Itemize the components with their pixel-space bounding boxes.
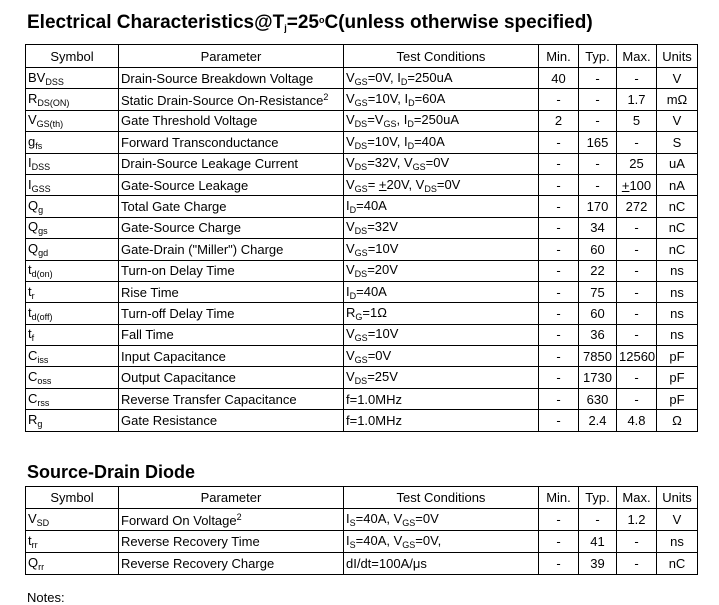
cell-parameter: Fall Time bbox=[119, 324, 344, 345]
table-row bbox=[26, 346, 698, 367]
header-symbol: Symbol bbox=[26, 45, 119, 68]
header-parameter: Parameter bbox=[119, 45, 344, 68]
table-row bbox=[26, 281, 698, 302]
cell-symbol: $C_{oss}$ bbox=[26, 367, 119, 388]
cell-max: 1.2 bbox=[617, 509, 657, 531]
header-units: Units bbox=[657, 487, 698, 509]
table-row bbox=[26, 68, 698, 89]
cell-symbol: $t_{d(off)}$ bbox=[26, 303, 119, 324]
cell-typ: 60 bbox=[579, 239, 617, 260]
source-drain-diode-table bbox=[25, 486, 698, 575]
cell-symbol: $Q_{gs}$ bbox=[26, 217, 119, 238]
cell-symbol: $R_g$ bbox=[26, 410, 119, 431]
cell-min: - bbox=[539, 303, 579, 324]
table-row bbox=[26, 89, 698, 110]
cell-max: - bbox=[617, 239, 657, 260]
cell-typ: 36 bbox=[579, 324, 617, 345]
cell-test-conditions: $I_S=40A$, $V_{GS}=0V$, bbox=[344, 531, 539, 553]
cell-max: - bbox=[617, 388, 657, 409]
cell-typ: 1730 bbox=[579, 367, 617, 388]
cell-max: - bbox=[617, 531, 657, 553]
cell-parameter: Static Drain-Source On-Resistance$^2$ bbox=[119, 89, 344, 110]
cell-parameter: Reverse Recovery Time bbox=[119, 531, 344, 553]
cell-min: - bbox=[539, 410, 579, 431]
cell-symbol: $C_{iss}$ bbox=[26, 346, 119, 367]
cell-symbol: $Q_{rr}$ bbox=[26, 553, 119, 575]
cell-test-conditions: $V_{DS}=20V$ bbox=[344, 260, 539, 281]
cell-units: nC bbox=[657, 196, 698, 217]
cell-typ: 7850 bbox=[579, 346, 617, 367]
cell-min: - bbox=[539, 509, 579, 531]
cell-test-conditions: $V_{GS}=10V$ bbox=[344, 324, 539, 345]
cell-units: nC bbox=[657, 217, 698, 238]
table-row bbox=[26, 239, 698, 260]
cell-parameter: Gate-Source Leakage bbox=[119, 174, 344, 195]
cell-symbol: $Q_g$ bbox=[26, 196, 119, 217]
cell-units: ns bbox=[657, 303, 698, 324]
cell-units: pF bbox=[657, 388, 698, 409]
cell-symbol: $I_{DSS}$ bbox=[26, 153, 119, 174]
cell-symbol: $t_{rr}$ bbox=[26, 531, 119, 553]
cell-min: - bbox=[539, 217, 579, 238]
notes-heading: Notes: bbox=[27, 590, 65, 605]
cell-units: ns bbox=[657, 531, 698, 553]
header-symbol: Symbol bbox=[26, 487, 119, 509]
cell-parameter: Turn-off Delay Time bbox=[119, 303, 344, 324]
cell-max: 272 bbox=[617, 196, 657, 217]
cell-symbol: $Q_{gd}$ bbox=[26, 239, 119, 260]
cell-parameter: Input Capacitance bbox=[119, 346, 344, 367]
header-parameter: Parameter bbox=[119, 487, 344, 509]
cell-typ: - bbox=[579, 110, 617, 131]
cell-units: S bbox=[657, 132, 698, 153]
table-row bbox=[26, 324, 698, 345]
cell-max: - bbox=[617, 553, 657, 575]
cell-test-conditions: $V_{GS}=0V$ bbox=[344, 346, 539, 367]
table-row bbox=[26, 509, 698, 531]
table-row bbox=[26, 303, 698, 324]
cell-units: uA bbox=[657, 153, 698, 174]
cell-typ: 170 bbox=[579, 196, 617, 217]
header-units: Units bbox=[657, 45, 698, 68]
cell-parameter: Drain-Source Breakdown Voltage bbox=[119, 68, 344, 89]
cell-symbol: $t_f$ bbox=[26, 324, 119, 345]
cell-test-conditions: $V_{GS}=10V$ bbox=[344, 239, 539, 260]
cell-parameter: Gate Threshold Voltage bbox=[119, 110, 344, 131]
cell-parameter: Turn-on Delay Time bbox=[119, 260, 344, 281]
table-row bbox=[26, 132, 698, 153]
cell-test-conditions: $V_{DS}=25V$ bbox=[344, 367, 539, 388]
cell-units: ns bbox=[657, 281, 698, 302]
title-superscript: o bbox=[318, 15, 325, 25]
cell-min: 40 bbox=[539, 68, 579, 89]
cell-typ: - bbox=[579, 174, 617, 195]
table-row bbox=[26, 217, 698, 238]
cell-test-conditions: $V_{GS}=0V$, $I_D=250uA$ bbox=[344, 68, 539, 89]
cell-max: - bbox=[617, 303, 657, 324]
cell-units: pF bbox=[657, 367, 698, 388]
cell-typ: 165 bbox=[579, 132, 617, 153]
cell-min: - bbox=[539, 324, 579, 345]
cell-max: 1.7 bbox=[617, 89, 657, 110]
cell-test-conditions: f=1.0MHz bbox=[344, 410, 539, 431]
header-max: Max. bbox=[617, 487, 657, 509]
table-row bbox=[26, 110, 698, 131]
cell-min: - bbox=[539, 553, 579, 575]
cell-test-conditions: $R_G=1\Omega$ bbox=[344, 303, 539, 324]
header-typ: Typ. bbox=[579, 487, 617, 509]
cell-test-conditions: $I_S=40A$, $V_{GS}=0V$ bbox=[344, 509, 539, 531]
cell-max: - bbox=[617, 217, 657, 238]
cell-max: - bbox=[617, 68, 657, 89]
cell-parameter: Output Capacitance bbox=[119, 367, 344, 388]
cell-test-conditions: $V_{DS}=10V$, $I_D=40A$ bbox=[344, 132, 539, 153]
header-max: Max. bbox=[617, 45, 657, 68]
cell-parameter: Forward On Voltage$^2$ bbox=[119, 509, 344, 531]
title-subscript: j bbox=[284, 23, 287, 33]
cell-max: 5 bbox=[617, 110, 657, 131]
cell-test-conditions: $V_{DS}=32V$ bbox=[344, 217, 539, 238]
cell-test-conditions: $V_{DS}=V_{GS}$, $I_D=250uA$ bbox=[344, 110, 539, 131]
cell-test-conditions: $I_D=40A$ bbox=[344, 281, 539, 302]
cell-min: - bbox=[539, 153, 579, 174]
cell-parameter: Reverse Transfer Capacitance bbox=[119, 388, 344, 409]
header-test-conditions: Test Conditions bbox=[344, 45, 539, 68]
cell-test-conditions: $V_{GS}= +20V$, $V_{DS}=0V$ bbox=[344, 174, 539, 195]
cell-parameter: Reverse Recovery Charge bbox=[119, 553, 344, 575]
cell-min: - bbox=[539, 174, 579, 195]
cell-parameter: Total Gate Charge bbox=[119, 196, 344, 217]
cell-units: nA bbox=[657, 174, 698, 195]
cell-units: ns bbox=[657, 260, 698, 281]
cell-units: Ω bbox=[657, 410, 698, 431]
cell-symbol: $I_{GSS}$ bbox=[26, 174, 119, 195]
cell-test-conditions: $I_D=40A$ bbox=[344, 196, 539, 217]
cell-units: nC bbox=[657, 239, 698, 260]
table-row bbox=[26, 410, 698, 431]
cell-max: 4.8 bbox=[617, 410, 657, 431]
cell-typ: - bbox=[579, 68, 617, 89]
cell-min: - bbox=[539, 388, 579, 409]
cell-max: +100 bbox=[617, 174, 657, 195]
cell-max: - bbox=[617, 324, 657, 345]
cell-typ: 60 bbox=[579, 303, 617, 324]
cell-parameter: Drain-Source Leakage Current bbox=[119, 153, 344, 174]
table-row bbox=[26, 531, 698, 553]
cell-typ: 41 bbox=[579, 531, 617, 553]
table-row bbox=[26, 196, 698, 217]
cell-min: - bbox=[539, 132, 579, 153]
cell-typ: - bbox=[579, 89, 617, 110]
cell-typ: 34 bbox=[579, 217, 617, 238]
header-min: Min. bbox=[539, 45, 579, 68]
cell-min: - bbox=[539, 346, 579, 367]
cell-typ: 39 bbox=[579, 553, 617, 575]
section-title-diode: Source-Drain Diode bbox=[27, 462, 196, 482]
cell-symbol: $t_{d(on)}$ bbox=[26, 260, 119, 281]
cell-parameter: Gate Resistance bbox=[119, 410, 344, 431]
cell-typ: - bbox=[579, 153, 617, 174]
cell-symbol: $t_r$ bbox=[26, 281, 119, 302]
header-typ: Typ. bbox=[579, 45, 617, 68]
table-row bbox=[26, 388, 698, 409]
cell-max: - bbox=[617, 281, 657, 302]
cell-units: pF bbox=[657, 346, 698, 367]
header-test-conditions: Test Conditions bbox=[344, 487, 539, 509]
cell-symbol: $V_{GS(th)}$ bbox=[26, 110, 119, 131]
cell-min: - bbox=[539, 531, 579, 553]
cell-max: 12560 bbox=[617, 346, 657, 367]
cell-parameter: Gate-Drain ("Miller") Charge bbox=[119, 239, 344, 260]
cell-symbol: $V_{SD}$ bbox=[26, 509, 119, 531]
cell-min: - bbox=[539, 239, 579, 260]
cell-typ: 75 bbox=[579, 281, 617, 302]
cell-max: - bbox=[617, 132, 657, 153]
cell-max: - bbox=[617, 367, 657, 388]
cell-min: - bbox=[539, 196, 579, 217]
cell-typ: 630 bbox=[579, 388, 617, 409]
table-row bbox=[26, 553, 698, 575]
cell-units: V bbox=[657, 68, 698, 89]
table-row bbox=[26, 153, 698, 174]
cell-parameter: Forward Transconductance bbox=[119, 132, 344, 153]
table-row bbox=[26, 367, 698, 388]
electrical-characteristics-table bbox=[25, 44, 698, 432]
cell-min: - bbox=[539, 281, 579, 302]
cell-parameter: Rise Time bbox=[119, 281, 344, 302]
table-row bbox=[26, 260, 698, 281]
cell-test-conditions: f=1.0MHz bbox=[344, 388, 539, 409]
cell-max: - bbox=[617, 260, 657, 281]
cell-units: V bbox=[657, 509, 698, 531]
cell-typ: - bbox=[579, 509, 617, 531]
cell-min: - bbox=[539, 260, 579, 281]
cell-min: - bbox=[539, 89, 579, 110]
cell-typ: 2.4 bbox=[579, 410, 617, 431]
cell-symbol: $R_{DS(ON)}$ bbox=[26, 89, 119, 110]
table-row bbox=[26, 174, 698, 195]
cell-units: nC bbox=[657, 553, 698, 575]
cell-units: mΩ bbox=[657, 89, 698, 110]
cell-units: ns bbox=[657, 324, 698, 345]
cell-parameter: Gate-Source Charge bbox=[119, 217, 344, 238]
cell-symbol: $BV_{DSS}$ bbox=[26, 68, 119, 89]
cell-symbol: $g_{fs}$ bbox=[26, 132, 119, 153]
header-min: Min. bbox=[539, 487, 579, 509]
section-title-electrical: Electrical $Characteristics@Tj=25^oC(unless$ otherwise specified) bbox=[27, 12, 593, 33]
cell-test-conditions: dI/dt=100A/μs bbox=[344, 553, 539, 575]
cell-test-conditions: $V_{GS}=10V$, $I_D=60A$ bbox=[344, 89, 539, 110]
cell-units: V bbox=[657, 110, 698, 131]
cell-min: - bbox=[539, 367, 579, 388]
cell-max: 25 bbox=[617, 153, 657, 174]
cell-min: 2 bbox=[539, 110, 579, 131]
cell-typ: 22 bbox=[579, 260, 617, 281]
cell-test-conditions: $V_{DS}=32V$, $V_{GS}=0V$ bbox=[344, 153, 539, 174]
cell-symbol: $C_{rss}$ bbox=[26, 388, 119, 409]
